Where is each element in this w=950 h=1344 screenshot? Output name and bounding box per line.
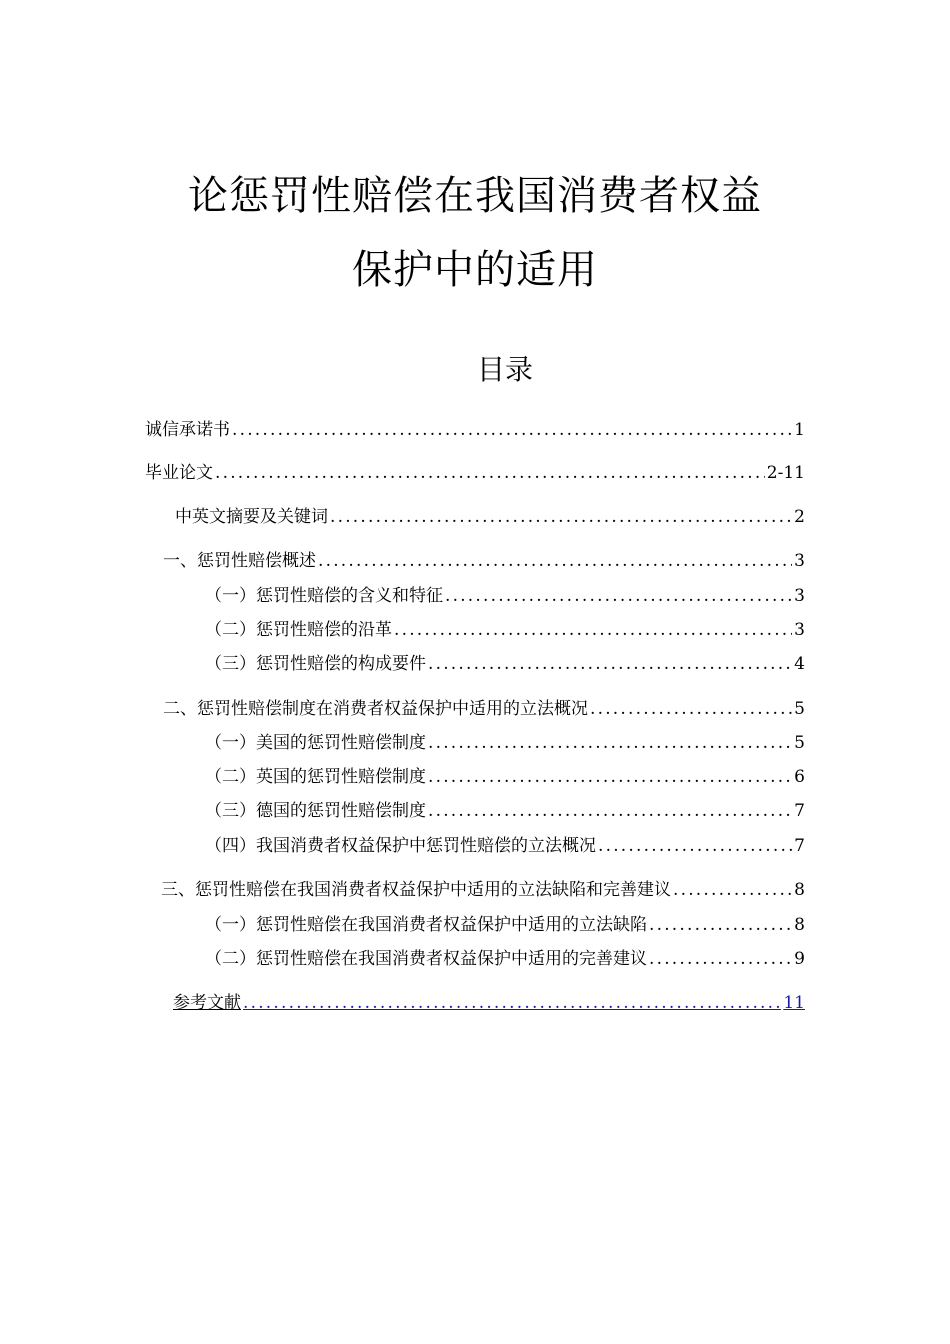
toc-entry-label: （一）美国的惩罚性赔偿制度 bbox=[205, 733, 426, 753]
toc-entry-section-3-2[interactable] bbox=[205, 948, 805, 970]
toc-entry-label: （一）惩罚性赔偿在我国消费者权益保护中适用的立法缺陷 bbox=[205, 915, 647, 935]
toc-entry-label: （三）德国的惩罚性赔偿制度 bbox=[205, 801, 426, 821]
toc-leader-dots bbox=[232, 419, 792, 441]
toc-heading: 目录 bbox=[476, 353, 533, 386]
toc-entry-page: 5 bbox=[794, 699, 805, 719]
toc-entry-label: （二）惩罚性赔偿的沿革 bbox=[205, 620, 392, 640]
toc-entry-label: （二）英国的惩罚性赔偿制度 bbox=[205, 767, 426, 787]
toc-leader-dots bbox=[428, 800, 792, 822]
toc-entry-label: （一）惩罚性赔偿的含义和特征 bbox=[205, 586, 443, 606]
toc-entry-honesty-pledge[interactable] bbox=[145, 419, 805, 441]
toc-entry-thesis[interactable] bbox=[145, 462, 805, 484]
toc-entry-page: 9 bbox=[794, 949, 805, 969]
toc-leader-dots bbox=[428, 653, 792, 675]
toc-entry-label: （二）惩罚性赔偿在我国消费者权益保护中适用的完善建议 bbox=[205, 949, 647, 969]
document-title-line-2: 保护中的适用 bbox=[352, 247, 598, 293]
toc-leader-dots bbox=[445, 585, 792, 607]
toc-entry-label: 诚信承诺书 bbox=[145, 420, 230, 440]
toc-entry-section-2-4[interactable] bbox=[205, 835, 805, 857]
toc-entry-page: 1 bbox=[794, 420, 805, 440]
toc-entry-label: 三、惩罚性赔偿在我国消费者权益保护中适用的立法缺陷和完善建议 bbox=[161, 880, 671, 900]
toc-entry-page: 2 bbox=[794, 507, 805, 527]
toc-leader-dots bbox=[394, 619, 792, 641]
toc-leader-dots bbox=[428, 732, 792, 754]
toc-entry-chapter-2[interactable] bbox=[163, 698, 805, 720]
toc-leader-dots bbox=[598, 835, 792, 857]
toc-entry-page: 3 bbox=[794, 620, 805, 640]
toc-entry-page: 3 bbox=[794, 586, 805, 606]
toc-entry-label: 中英文摘要及关键词 bbox=[175, 507, 328, 527]
toc-entry-page: 3 bbox=[794, 551, 805, 571]
toc-entry-label: 二、惩罚性赔偿制度在消费者权益保护中适用的立法概况 bbox=[163, 699, 588, 719]
toc-entry-label: （三）惩罚性赔偿的构成要件 bbox=[205, 654, 426, 674]
toc-entry-abstract[interactable] bbox=[175, 506, 805, 528]
toc-leader-dots bbox=[243, 992, 781, 1014]
toc-entry-section-2-1[interactable] bbox=[205, 732, 805, 754]
toc-leader-dots bbox=[428, 766, 792, 788]
toc-entry-page: 8 bbox=[794, 880, 805, 900]
toc-leader-dots bbox=[649, 914, 792, 936]
toc-leader-dots bbox=[649, 948, 792, 970]
toc-entry-label: 一、惩罚性赔偿概述 bbox=[163, 551, 316, 571]
toc-entry-label: （四）我国消费者权益保护中惩罚性赔偿的立法概况 bbox=[205, 836, 596, 856]
toc-entry-label: 毕业论文 bbox=[145, 463, 213, 483]
toc-entry-page: 8 bbox=[794, 915, 805, 935]
toc-entry-chapter-1[interactable] bbox=[163, 550, 805, 572]
toc-entry-page: 7 bbox=[794, 836, 805, 856]
toc-entry-page: 11 bbox=[783, 993, 805, 1013]
toc-entry-references-link[interactable] bbox=[173, 992, 805, 1014]
toc-leader-dots bbox=[673, 879, 792, 901]
toc-leader-dots bbox=[318, 550, 792, 572]
toc-entry-section-2-3[interactable] bbox=[205, 800, 805, 822]
toc-entry-page: 7 bbox=[794, 801, 805, 821]
toc-entry-section-3-1[interactable] bbox=[205, 914, 805, 936]
toc-entry-page: 6 bbox=[794, 767, 805, 787]
toc-entry-chapter-3[interactable] bbox=[161, 879, 805, 901]
toc-entry-section-2-2[interactable] bbox=[205, 766, 805, 788]
toc-entry-section-1-2[interactable] bbox=[205, 619, 805, 641]
toc-entry-page: 2-11 bbox=[766, 463, 805, 483]
toc-leader-dots bbox=[590, 698, 792, 720]
document-title-line-1: 论惩罚性赔偿在我国消费者权益 bbox=[188, 173, 762, 219]
toc-entry-section-1-1[interactable] bbox=[205, 585, 805, 607]
toc-entry-section-1-3[interactable] bbox=[205, 653, 805, 675]
toc-entry-page: 5 bbox=[794, 733, 805, 753]
toc-leader-dots bbox=[330, 506, 792, 528]
toc-leader-dots bbox=[215, 462, 765, 484]
toc-entry-page: 4 bbox=[794, 654, 805, 674]
toc-entry-label: 参考文献 bbox=[173, 993, 241, 1013]
